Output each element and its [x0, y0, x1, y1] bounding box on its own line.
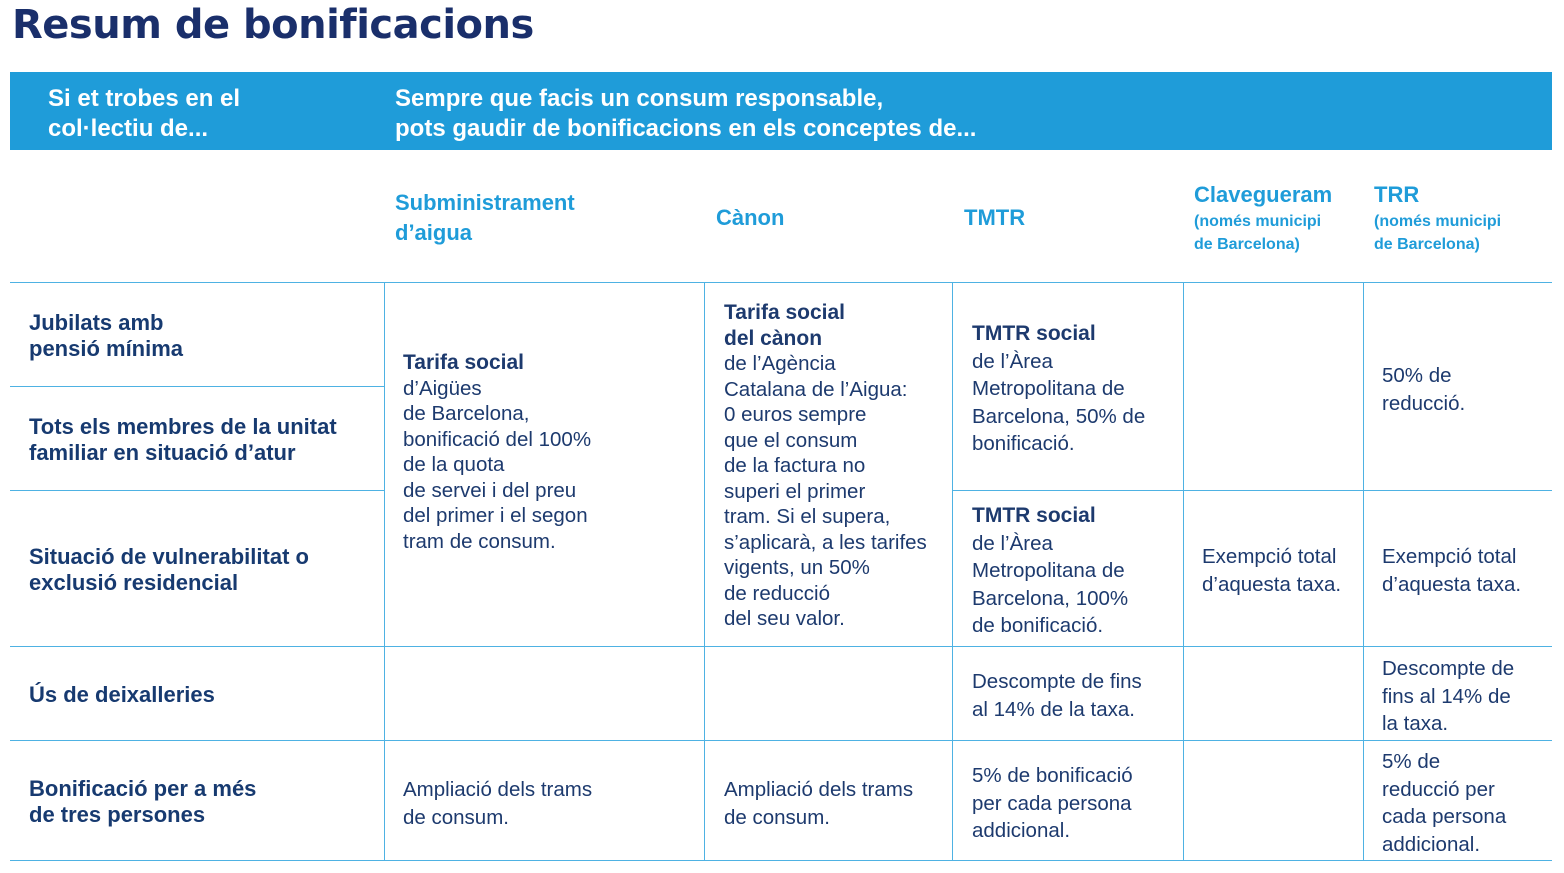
banner-collective-heading — [48, 84, 368, 144]
cell-aigua-tarifa-social: Tarifa social d’Aigües de Barcelona, bonificació del 100% de la quota de servei i del preu del primer i el segon tram de consum. — [403, 351, 592, 553]
table-divider — [1363, 282, 1364, 861]
cell-canon-tarifa-social: Tarifa social del cànon de l’Agència Catalana de l’Aigua: 0 euros sempre que el consum de la factura no superi el primer tram. Si el supera, s’aplicarà, a les tarifes vigents, un 50% de reducció del seu valor. — [724, 301, 927, 630]
table-divider — [10, 646, 1552, 647]
row-label-deixalleries: Ús de deixalleries — [29, 682, 215, 707]
cell-clavegueram-exempcio: Exempció total d’aquesta taxa. — [1202, 545, 1342, 596]
column-header-clavegueram: Clavegueram (només municipi de Barcelona) — [1194, 182, 1333, 253]
table-divider — [704, 282, 705, 861]
table-divider — [10, 282, 1552, 283]
cell-trr-deixalleries: Descompte de fins al 14% de la taxa. — [1382, 657, 1515, 735]
table-divider — [10, 386, 385, 387]
cell-canon-ampliacio-trams: Ampliació dels trams de consum. — [724, 778, 914, 829]
header-banner — [10, 72, 1552, 150]
banner-right-line1: Sempre que facis un consum responsable, — [395, 85, 884, 112]
cell-aigua-ampliacio-trams: Ampliació dels trams de consum. — [403, 778, 593, 829]
column-header-tmtr: TMTR — [964, 205, 1026, 230]
cell-tmtr-persona-addicional: 5% de bonificació per cada persona addicional. — [972, 764, 1133, 842]
table-divider — [952, 282, 953, 861]
column-header-subministrament: Subministrament d’aigua — [395, 190, 575, 245]
cell-trr-exempcio: Exempció total d’aquesta taxa. — [1382, 545, 1522, 596]
table-divider — [10, 740, 1552, 741]
row-label-jubilats: Jubilats amb pensió mínima — [29, 310, 184, 361]
column-header-trr: TRR (només municipi de Barcelona) — [1374, 182, 1502, 253]
banner-concepts-heading — [395, 84, 1495, 144]
table-divider — [952, 490, 1552, 491]
table-divider — [10, 490, 385, 491]
banner-right-line2: pots gaudir de bonificacions en els conceptes de... — [395, 115, 977, 142]
cell-tmtr-social-100: TMTR social de l’Àrea Metropolitana de Barcelona, 100% de bonificació. — [972, 504, 1129, 637]
cell-tmtr-social-50: TMTR social de l’Àrea Metropolitana de Barcelona, 50% de bonificació. — [972, 322, 1146, 455]
row-label-atur: Tots els membres de la unitat familiar en situació d’atur — [29, 414, 337, 465]
table-divider — [384, 282, 385, 861]
row-label-vulnerabilitat: Situació de vulnerabilitat o exclusió residencial — [29, 544, 309, 595]
banner-left-line2: col·lectiu de... — [48, 115, 209, 142]
cell-trr-persona-addicional: 5% de reducció per cada persona addicional. — [1382, 750, 1507, 856]
cell-trr-50-reduccio: 50% de reducció. — [1382, 364, 1466, 415]
table-divider — [10, 860, 1552, 861]
page-title: Resum de bonificacions — [12, 2, 534, 48]
banner-left-line1: Si et trobes en el — [48, 85, 241, 112]
table-divider — [1183, 282, 1184, 861]
column-header-canon: Cànon — [716, 205, 785, 230]
cell-tmtr-deixalleries: Descompte de fins al 14% de la taxa. — [972, 670, 1142, 721]
row-label-tres-persones: Bonificació per a més de tres persones — [29, 776, 257, 827]
